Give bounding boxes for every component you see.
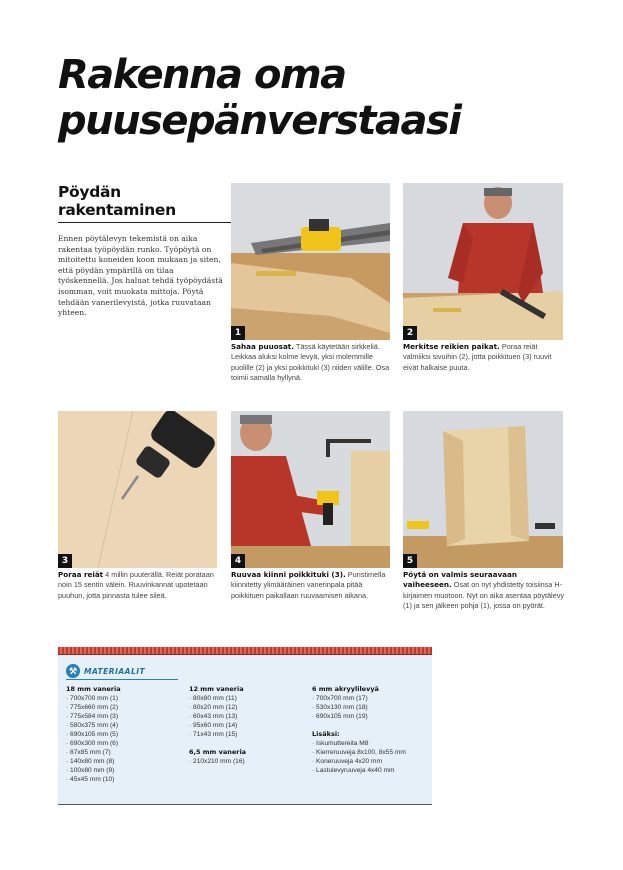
photo-step-4 [231,411,390,568]
materials-underline [66,679,178,680]
step-5-caption [403,570,565,611]
material-item: · 690x105 mm (19) [312,713,368,720]
step-1-title: Sahaa puuosat. [231,342,294,351]
step-3-text: 4 millin puuterällä. Reiät porataan noin 15 sentin välein. Ruuvinkannat upotetaan puuhun, jotta pinnasta tulee sileä. [58,570,214,600]
material-item: · 80x80 mm (11) [189,695,237,702]
step-5-text: Osat on nyt yhdistetty toisiinsa H-kirjaimen muotoon. Nyt on aika asentaa pöytälevy (1) ja sen jälkeen pohja (1), jossa on pyörät. [403,580,565,610]
material-item: · 80x20 mm (12) [189,704,238,711]
materials-column-2 [189,685,299,766]
step-1-caption [231,342,391,383]
step-1-text: Tässä käytetään sirkkeliä. Leikkaa aluksi kolme levyä, yksi molemmille puolille (2) ja yksi poikkituki (3) niiden välille. Osa toimii samalla hyllynä. [231,342,390,382]
material-item: · 580x375 mm (4) [66,722,119,729]
material-item: · Lastulevyruuveja 4x40 mm [312,767,395,774]
material-heading: 6 mm akryylilevyä [312,685,379,693]
step-2-title: Merkitse reikien paikat. [403,342,500,351]
materials-header [66,664,145,678]
material-item: · Koneruuveja 4x20 mm [312,758,383,765]
photo-step-1 [231,183,390,340]
materials-column-3 [312,685,430,775]
material-heading: 6,5 mm vaneria [189,748,247,756]
page-title: Rakenna oma puusepänverstaasi [58,52,461,144]
step-2-caption [403,342,565,373]
material-item: · 690x300 mm (6) [66,740,119,747]
material-item: · 95x60 mm (14) [189,722,238,729]
intro-text: Ennen pöytälevyn tekemistä on aika rakentaa työpöydän runko. Työpöytä on mitoitettu koneiden koon mukaan ja siten, että pöydän ympärillä on tilaa työskennellä. Jos haluat tehdä työpöydästä isomman, voit muokata mittoja. Pöytä tehdään vanerilevyistä, jotka ruuvataan yhteen. [58,234,223,318]
photo-step-2 [403,183,563,340]
step-number-badge: 2 [403,326,417,340]
photo-step-3 [58,411,217,568]
step-4-text: Puristimella kiinnitetty ylimääräinen vanerinpala pitää poikkituen paikallaan ruuvaamisen aikana. [231,570,386,600]
ruler-strip [58,647,432,655]
material-item: · 530x130 mm (18) [312,704,368,711]
material-item: · 775x584 mm (3) [66,713,119,720]
material-item: · 60x43 mm (13) [189,713,238,720]
step-number-badge: 1 [231,326,245,340]
materials-label: MATERIAALIT [84,666,146,676]
material-item: · 775x660 mm (2) [66,704,119,711]
material-item: · 700x700 mm (17) [312,695,368,702]
step-4-title: Ruuvaa kiinni poikkituki (3). [231,570,346,579]
material-item: · 45x45 mm (10) [66,776,115,783]
section-title: Pöydän rakentaminen [58,183,176,219]
material-item: · 210x210 mm (16) [189,758,245,765]
step-number-badge: 5 [403,554,417,568]
step-3-title: Poraa reiät [58,570,104,579]
material-item: · 690x105 mm (5) [66,731,119,738]
step-3-caption [58,570,218,601]
step-4-caption [231,570,391,601]
material-item: · 140x80 mm (8) [66,758,115,765]
material-heading: Lisäksi: [312,730,340,738]
step-5-title: Pöytä on valmis seuraavaan vaiheeseen. [403,570,517,590]
step-2-text: Poraa reiät valmiiksi sivuihin (2), jotta poikkituen (3) ruuvit eivät halkaise puuta. [403,342,552,372]
step-number-badge: 4 [231,554,245,568]
material-item: · 71x43 mm (15) [189,731,238,738]
material-heading: 12 mm vaneria [189,685,244,693]
material-heading: 18 mm vaneria [66,685,121,693]
section-divider [58,222,231,223]
material-item: · 700x700 mm (1) [66,695,119,702]
tools-icon: ⚒ [66,664,80,678]
material-item: · Kierreruuveja 8x100, 8x55 mm [312,749,406,756]
material-item: · 87x85 mm (7) [66,749,111,756]
photo-step-5 [403,411,563,568]
material-item: · Iskumuttereita M8 [312,740,369,747]
materials-column-1 [66,685,176,784]
step-number-badge: 3 [58,554,72,568]
material-item: · 100x80 mm (9) [66,767,115,774]
